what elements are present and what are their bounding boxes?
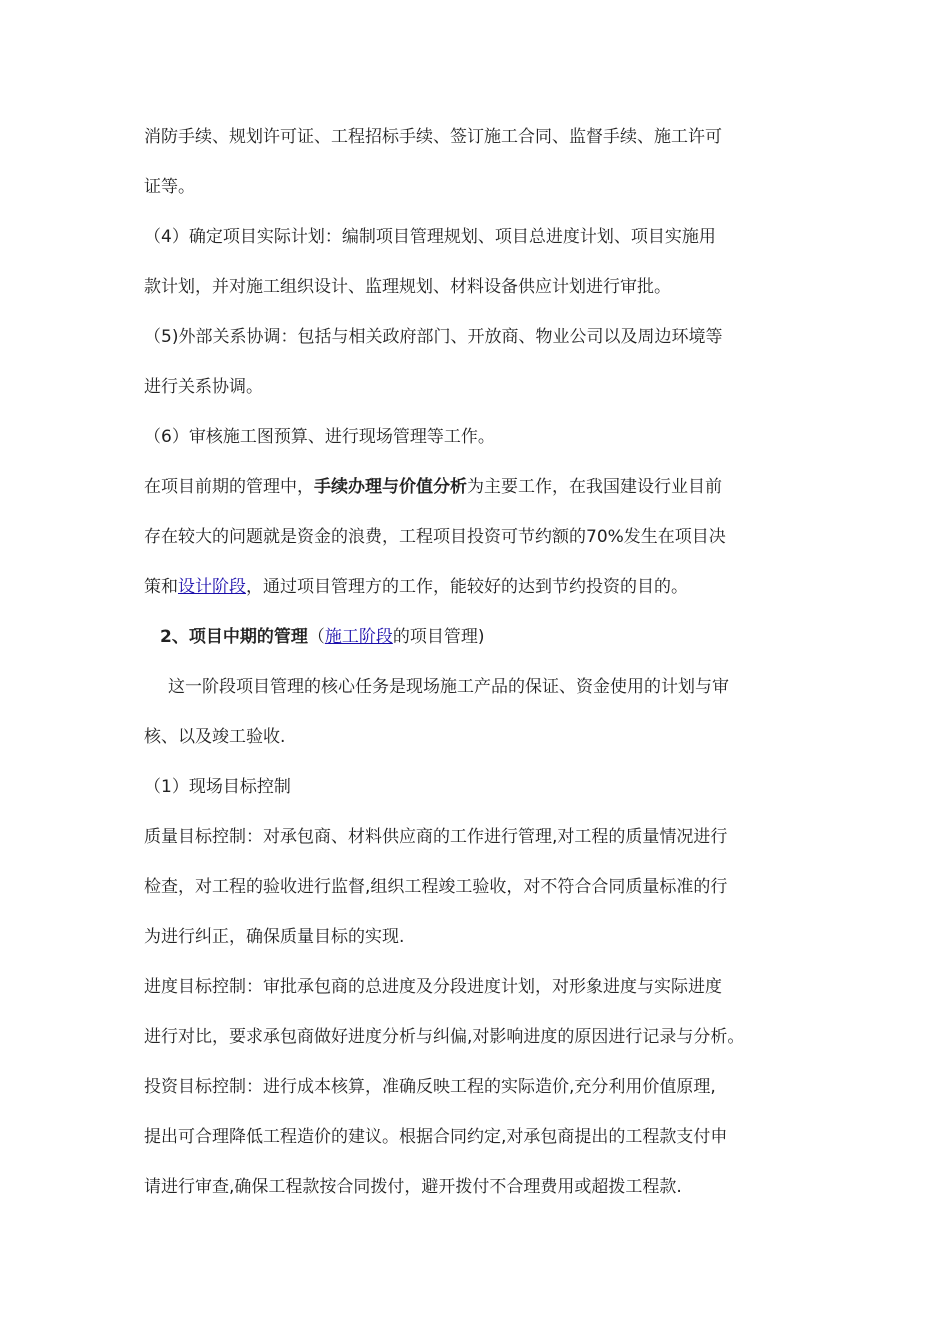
- text-line: 核、以及竣工验收.: [144, 727, 286, 747]
- text-line: 提出可合理降低工程造价的建议。根据合同约定,对承包商提出的工程款支付申: [144, 1127, 728, 1147]
- construction-stage-link[interactable]: 施工阶段: [324, 627, 393, 647]
- text-line: 这一阶段项目管理的核心任务是现场施工产品的保证、资金使用的计划与审: [168, 677, 729, 697]
- text-line: 款计划，并对施工组织设计、监理规划、材料设备供应计划进行审批。: [144, 277, 671, 297]
- section-heading: [160, 625, 484, 649]
- text-span: 策和: [144, 577, 178, 597]
- text-span: ，通过项目管理方的工作，能较好的达到节约投资的目的。: [246, 577, 688, 597]
- text-line: （5)外部关系协调：包括与相关政府部门、开放商、物业公司以及周边环境等: [144, 327, 723, 347]
- text-line: 质量目标控制：对承包商、材料供应商的工作进行管理,对工程的质量情况进行: [144, 827, 728, 847]
- text-line: 进行关系协调。: [144, 377, 263, 397]
- text-span: （: [307, 627, 325, 647]
- text-line: 请进行审查,确保工程款按合同拨付，避开拨付不合理费用或超拨工程款.: [144, 1177, 682, 1197]
- text-span: 在项目前期的管理中，: [144, 477, 314, 497]
- text-line: 为进行纠正，确保质量目标的实现.: [144, 927, 405, 947]
- text-line: 进行对比，要求承包商做好进度分析与纠偏,对影响进度的原因进行记录与分析。: [144, 1027, 745, 1047]
- text-line: 检查，对工程的验收进行监督,组织工程竣工验收，对不符合合同质量标准的行: [144, 877, 728, 897]
- paragraph-early-line2: 存在较大的问题就是资金的浪费，工程项目投资可节约额的70%发生在项目决: [144, 527, 726, 547]
- text-line: 投资目标控制：进行成本核算，准确反映工程的实际造价,充分利用价值原理,: [144, 1077, 716, 1097]
- text-span: 为主要工作，在我国建设行业目前: [467, 477, 722, 497]
- text-line: 消防手续、规划许可证、工程招标手续、签订施工合同、监督手续、施工许可: [144, 127, 722, 147]
- text-line: （1）现场目标控制: [144, 777, 291, 797]
- heading-bold: 2、项目中期的管理: [160, 627, 308, 647]
- text-line: 证等。: [144, 177, 195, 197]
- text-line: （6）审核施工图预算、进行现场管理等工作。: [144, 427, 495, 447]
- text-line: 进度目标控制：审批承包商的总进度及分段进度计划，对形象进度与实际进度: [144, 977, 722, 997]
- paragraph-early-line3: [144, 575, 688, 599]
- bold-phrase: 手续办理与价值分析: [314, 477, 467, 497]
- text-line: （4）确定项目实际计划：编制项目管理规划、项目总进度计划、项目实施用: [144, 227, 716, 247]
- paragraph-early-line1: [144, 475, 722, 499]
- text-span: 的项目管理): [392, 627, 485, 647]
- design-stage-link[interactable]: 设计阶段: [178, 577, 246, 597]
